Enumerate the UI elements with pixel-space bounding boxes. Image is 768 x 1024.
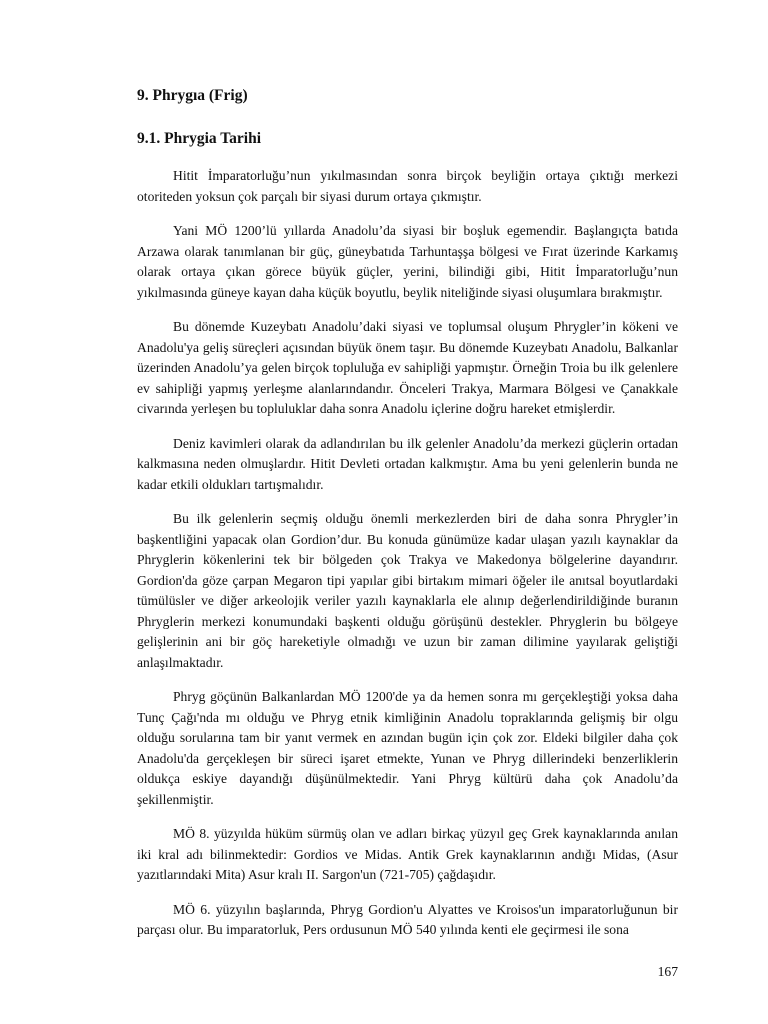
- section-title: 9.1. Phrygia Tarihi: [137, 130, 262, 147]
- paragraph-text: Bu dönemde Kuzeybatı Anadolu’daki siyasi ve toplumsal oluşum Phrygler’in kökeni ve Anadolu'ya geliş süreçleri açısından büyük önem taşır. Bu dönemde Kuzeybatı Anadolu, Balkanlar üzerinden Anadolu’ya gelen birçok topluluğa ev sahipliği yapmıştır. Örneğin Troia bu ilk gelenlere ev sahipliği yapmış yerleşme alanlarındandır. Önceleri Trakya, Marmara Bölgesi ve Çanakkale civarında yerleşen bu topluluklar daha sonra Anadolu içlerine doğru hareket etmişlerdir.: [137, 319, 678, 416]
- paragraph-7: [137, 824, 678, 886]
- paragraph-1: [137, 166, 678, 207]
- paragraph-8: [137, 900, 678, 941]
- paragraph-3: [137, 317, 678, 420]
- paragraph-text: MÖ 6. yüzyılın başlarında, Phryg Gordion'u Alyattes ve Kroisos'un imparatorluğunun bir parçası olur. Bu imparatorluk, Pers ordusunun MÖ 540 yılında kenti ele geçirmesi ile sona: [137, 901, 678, 937]
- paragraph-text: MÖ 8. yüzyılda hüküm sürmüş olan ve adları birkaç yüzyıl geç Grek kaynaklarında anılan iki kral adı bilinmektedir: Gordios ve Midas. Antik Grek kaynaklarının andığı Midas, (Asur yazıtlarındaki Mita) Asur kralı II. Sargon'un (721-705) çağdaşıdır.: [137, 826, 678, 882]
- paragraph-text: Hitit İmparatorluğu’nun yıkılmasından sonra birçok beyliğin ortaya çıktığı merkezi otoriteden yoksun çok parçalı bir siyasi durum ortaya çıkmıştır.: [137, 168, 678, 204]
- paragraph-6: [137, 687, 678, 810]
- page-content: [137, 84, 678, 955]
- paragraph-4: [137, 434, 678, 496]
- page-number: 167: [657, 964, 678, 979]
- paragraph-text: Phryg göçünün Balkanlardan MÖ 1200'de ya da hemen sonra mı gerçekleştiği yoksa daha Tunç Çağı'nda mı olduğu ve Phryg etnik kimliğinin Anadolu topraklarında gelişmiş bir olgu olduğu sorularına tam bir yanıt vermek en azından bugün için çok zor. Eldeki bilgiler daha çok Anadolu'da gerçekleşen bir süreci işaret etmekte, Yunan ve Phryg dillerindeki benzerliklerin oldukça eskiye dayandığı düşünülmektedir. Yani Phryg kültürü daha çok Anadolu’da şekillenmiştir.: [137, 689, 678, 807]
- paragraph-5: [137, 509, 678, 673]
- paragraph-2: [137, 221, 678, 303]
- chapter-title: 9. Phrygıa (Frig): [137, 87, 248, 104]
- paragraph-text: Bu ilk gelenlerin seçmiş olduğu önemli merkezlerden biri de daha sonra Phrygler’in başkentliğini yapacak olan Gordion’dur. Bu konuda günümüze kadar ulaşan yazılı kaynaklar da Phryglerin kökenlerini tek bir bölgeden çok Trakya ve Makedonya bölgelerine dayandırır. Gordion'da göze çarpan Megaron tipi yapılar gibi birtakım mimari öğeler ile anıtsal boyutlardaki tümülüsler ve diğer arkeolojik veriler yazılı kaynaklarla ele alınıp değerlendirildiğinde buranın Phryglerin merkezi konumundaki başkenti olduğu görüşünü destekler. Phryglerin bu bölgeye gelişlerinin ani bir göç hareketiyle olmadığı ve uzun bir zaman dilimine yayılarak geliştiği anlaşılmaktadır.: [137, 511, 678, 670]
- paragraph-text: Deniz kavimleri olarak da adlandırılan bu ilk gelenler Anadolu’da merkezi güçlerin ortadan kalkmasına neden olmuşlardır. Hitit Devleti ortadan kalkmıştır. Ama bu yeni gelenlerin bunda ne kadar etkili oldukları tartışmalıdır.: [137, 435, 678, 492]
- paragraph-text: Yani MÖ 1200’lü yıllarda Anadolu’da siyasi bir boşluk egemendir. Başlangıçta batıda Arzawa olarak tanımlanan bir güç, güneybatıda Tarhuntaşşa bölgesi ve Fırat üzerinde Karkamış olarak ortaya çıkan görece büyük güçler, yerini, bilindiği gibi, Hitit İmparatorluğu’nun yıkılmasında güneye kayan daha küçük boyutlu, beylik niteliğinde siyasi oluşumlara bırakmıştır.: [137, 223, 678, 300]
